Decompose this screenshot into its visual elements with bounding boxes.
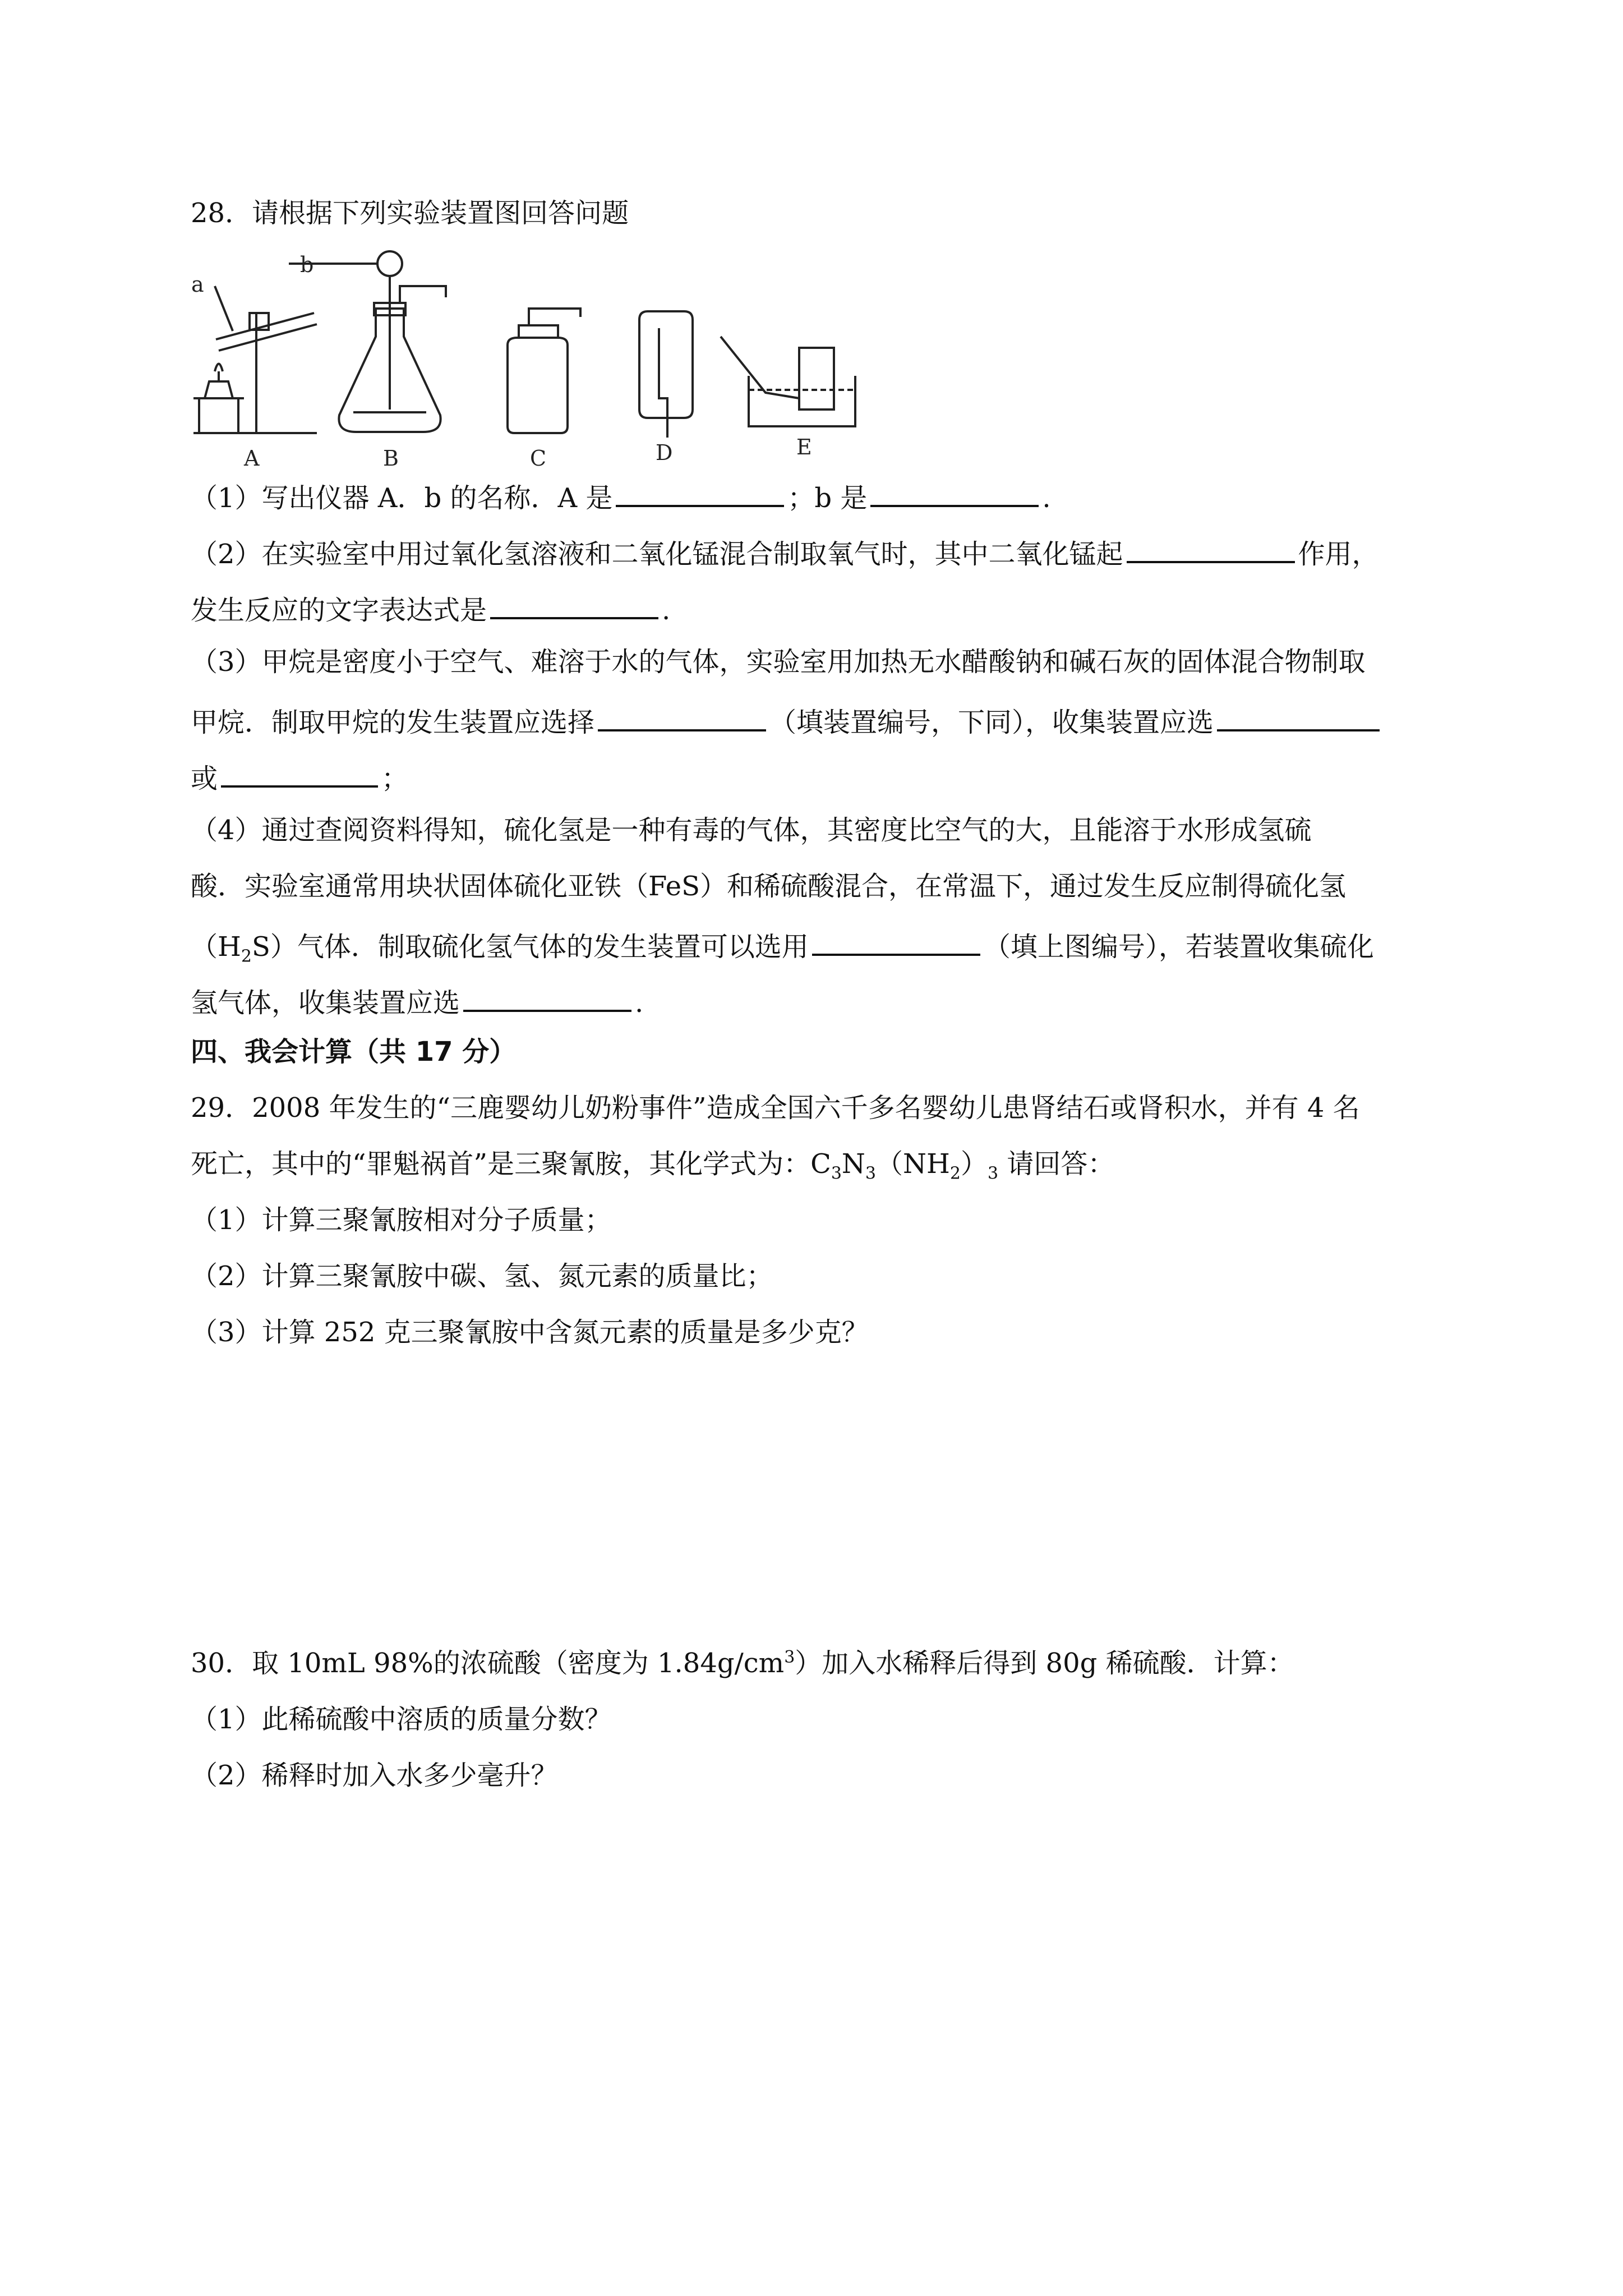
q28-part4-line3: $(H_2S)$气体．制取硫化氢气体的发生装置可以选用 （填上图编号），若装置收集硫化	[191, 926, 1374, 964]
answer-blank-equation[interactable]	[490, 589, 658, 619]
answer-blank-methane-collector-1[interactable]	[1217, 701, 1380, 731]
q30-sub1: （1）此稀硫酸中溶质的质量分数？	[191, 1704, 612, 1735]
answer-blank-a[interactable]	[616, 477, 784, 507]
apparatus-d-bottle-downward-icon	[639, 311, 693, 438]
apparatus-figure	[191, 247, 883, 471]
label-c: C	[530, 446, 547, 471]
q28-part2-line1: （2）在实验室中用过氧化氢溶液和二氧化锰混合制取氧气时，其中二氧化锰起 作用，	[191, 533, 1379, 571]
label-d: D	[656, 440, 673, 465]
answer-blank-mno2-role[interactable]	[1127, 533, 1295, 563]
pointer-a-label: a	[191, 272, 204, 297]
answer-blank-h2s-collector[interactable]	[463, 982, 631, 1012]
q28-part3-line2: 甲烷．制取甲烷的发生装置应选择 （填装置编号，下同），收集装置应选	[191, 701, 1383, 739]
q29-sub3: （3）计算 252 克三聚氰胺中含氮元素的质量是多少克？	[191, 1317, 869, 1348]
q28-part3-line3: 或 ；	[191, 757, 408, 795]
q28-part2-line2: 发生反应的文字表达式是 .	[191, 589, 670, 627]
q28-part4-line2: 酸．实验室通常用块状固体硫化亚铁（FeS）和稀硫酸混合，在常温下，通过发生反应制得硫化氢	[191, 871, 1346, 902]
q29-sub2: （2）计算三聚氰胺中碳、氢、氮元素的质量比；	[191, 1260, 773, 1292]
apparatus-a-test-tube-heating-icon	[193, 286, 317, 433]
apparatus-b-conical-flask-icon	[289, 251, 446, 432]
apparatus-c-collecting-bottle-icon	[508, 309, 580, 433]
q28-title: 28．请根据下列实验装置图回答问题	[191, 197, 629, 229]
answer-blank-methane-generator[interactable]	[598, 701, 766, 731]
label-b: B	[383, 446, 399, 471]
q28-part4-line4: 氢气体，收集装置应选 .	[191, 982, 643, 1020]
answer-blank-h2s-generator[interactable]	[812, 926, 980, 956]
label-a: A	[244, 446, 260, 471]
q30-sub2: （2）稀释时加入水多少毫升？	[191, 1760, 558, 1791]
q29-line1: 29．2008 年发生的“三鹿婴幼儿奶粉事件”造成全国六千多名婴幼儿患肾结石或肾积水，并有 4 名	[191, 1092, 1360, 1124]
pointer-b-label: b	[300, 252, 314, 277]
q29-sub1: （1）计算三聚氰胺相对分子质量；	[191, 1204, 612, 1236]
q29-line2: 死亡，其中的“罪魁祸首”是三聚氰胺，其化学式为：$C_3N_3(NH_2)_3$ 请回答：	[191, 1148, 1115, 1184]
label-e: E	[796, 435, 812, 459]
answer-blank-methane-collector-2[interactable]	[221, 757, 378, 788]
q30-line1: 30．取 10mL 98%的浓硫酸（密度为 $1.84g/cm^3$）加入水稀释后得到 80g 稀硫酸．计算：	[191, 1648, 1294, 1679]
q28-part4-line1: （4）通过查阅资料得知，硫化氢是一种有毒的气体，其密度比空气的大，且能溶于水形成氢硫	[191, 815, 1312, 846]
q28-part1: （1）写出仪器 A．b 的名称．A 是 ；b 是 .	[191, 477, 1051, 515]
section4-title: 四、我会计算（共 17 分）	[191, 1036, 517, 1068]
q28-part3-line1: （3）甲烷是密度小于空气、难溶于水的气体，实验室用加热无水醋酸钠和碱石灰的固体混合物制取	[191, 646, 1366, 678]
apparatus-e-water-trough-icon	[721, 337, 855, 426]
answer-blank-b[interactable]	[870, 477, 1039, 507]
